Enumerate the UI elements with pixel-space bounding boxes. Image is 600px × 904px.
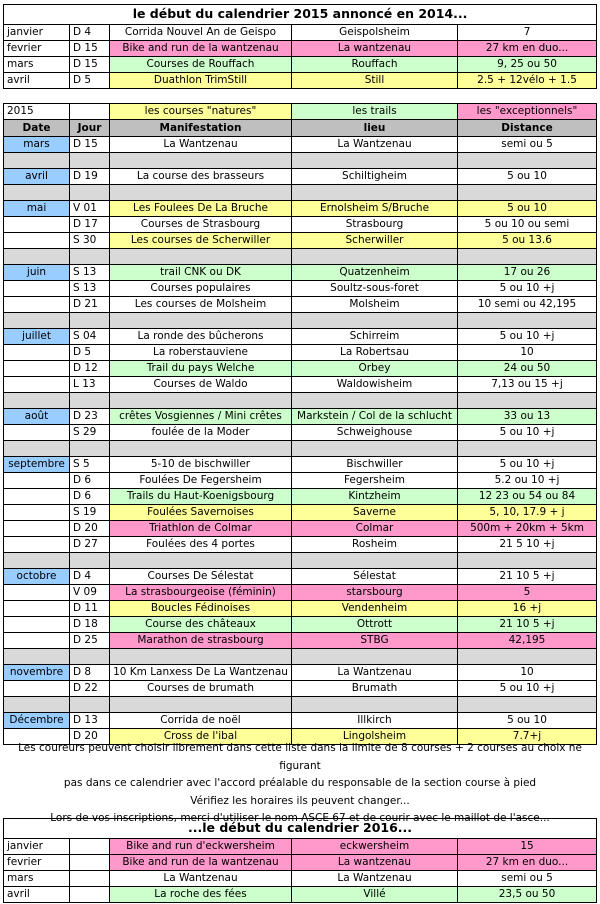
- distance-cell: 7: [458, 25, 597, 41]
- table-row: [4, 457, 597, 473]
- table-row: [4, 329, 597, 345]
- place-cell: Saverne: [292, 505, 458, 521]
- separator-cell: [458, 249, 597, 265]
- month-cell: [4, 345, 70, 361]
- day-cell: D 5: [70, 345, 110, 361]
- separator-cell: [110, 153, 292, 169]
- event-cell: Corrida Nouvel An de Geispo: [110, 25, 292, 41]
- header-lieu: lieu: [292, 120, 458, 137]
- table-row: [4, 137, 597, 153]
- distance-cell: semi ou 5: [458, 871, 597, 887]
- distance-cell: 27 km en duo...: [458, 855, 597, 871]
- distance-cell: 5, 10, 17.9 + j: [458, 505, 597, 521]
- month-cell: [4, 217, 70, 233]
- event-cell: Boucles Fédinoises: [110, 601, 292, 617]
- separator-cell: [70, 313, 110, 329]
- header-distance: Distance: [458, 120, 597, 137]
- day-cell: D 17: [70, 217, 110, 233]
- separator-cell: [292, 553, 458, 569]
- place-cell: Orbey: [292, 361, 458, 377]
- event-cell: La Wantzenau: [110, 137, 292, 153]
- separator-cell: [110, 313, 292, 329]
- month-cell: [4, 233, 70, 249]
- table-row: [4, 169, 597, 185]
- place-cell: Ernolsheim S/Bruche: [292, 201, 458, 217]
- day-cell: D 21: [70, 297, 110, 313]
- month-cell: mars: [4, 57, 70, 73]
- distance-cell: 5 ou 10 +j: [458, 425, 597, 441]
- event-cell: Foulées Savernoises: [110, 505, 292, 521]
- month-cell: juin: [4, 265, 70, 281]
- place-cell: starsbourg: [292, 585, 458, 601]
- day-cell: S 13: [70, 281, 110, 297]
- distance-cell: 5 ou 10: [458, 169, 597, 185]
- distance-cell: 21 5 10 +j: [458, 537, 597, 553]
- separator-cell: [292, 649, 458, 665]
- month-cell: mai: [4, 201, 70, 217]
- month-cell: [4, 377, 70, 393]
- table-row: [4, 633, 597, 649]
- place-cell: Brumath: [292, 681, 458, 697]
- distance-cell: 7,13 ou 15 +j: [458, 377, 597, 393]
- separator-cell: [4, 441, 70, 457]
- table-row: [4, 41, 597, 57]
- legend-exceptionnels: les "exceptionnels": [458, 104, 597, 120]
- day-cell: S 04: [70, 329, 110, 345]
- table-row: [4, 569, 597, 585]
- place-cell: Sélestat: [292, 569, 458, 585]
- table-row: [4, 281, 597, 297]
- distance-cell: 23,5 ou 50: [458, 887, 597, 903]
- month-cell: [4, 537, 70, 553]
- event-cell: Les Foulees De La Bruche: [110, 201, 292, 217]
- event-cell: Courses de Rouffach: [110, 57, 292, 73]
- distance-cell: 33 ou 13: [458, 409, 597, 425]
- event-cell: Courses de Strasbourg: [110, 217, 292, 233]
- month-cell: [4, 361, 70, 377]
- separator-cell: [4, 553, 70, 569]
- separator-cell: [110, 441, 292, 457]
- event-cell: Foulées De Fegersheim: [110, 473, 292, 489]
- table-row: [4, 233, 597, 249]
- place-cell: STBG: [292, 633, 458, 649]
- separator-cell: [70, 697, 110, 713]
- place-cell: Illkirch: [292, 713, 458, 729]
- day-cell: D 15: [70, 41, 110, 57]
- event-cell: La roberstauviene: [110, 345, 292, 361]
- event-cell: Courses De Sélestat: [110, 569, 292, 585]
- month-cell: septembre: [4, 457, 70, 473]
- separator-row: [4, 441, 597, 457]
- distance-cell: 5 ou 10 +j: [458, 681, 597, 697]
- separator-cell: [70, 249, 110, 265]
- distance-cell: 27 km en duo...: [458, 41, 597, 57]
- event-cell: La course des brasseurs: [110, 169, 292, 185]
- day-cell: D 6: [70, 489, 110, 505]
- table-row: [4, 839, 597, 855]
- event-cell: Trails du Haut-Koenigsbourg: [110, 489, 292, 505]
- separator-cell: [110, 697, 292, 713]
- note-line: Lors de vos inscriptions, merci d'utiliser le nom ASCE 67 et de courir avec le maillot de l'asce...: [50, 812, 550, 824]
- header-jour: Jour: [70, 120, 110, 137]
- event-cell: crêtes Vosgiennes / Mini crêtes: [110, 409, 292, 425]
- day-cell: D 15: [70, 57, 110, 73]
- table-row: [4, 537, 597, 553]
- place-cell: eckwersheim: [292, 839, 458, 855]
- place-cell: La Robertsau: [292, 345, 458, 361]
- month-cell: [4, 281, 70, 297]
- distance-cell: 5 ou 10 +j: [458, 329, 597, 345]
- distance-cell: 5 ou 10 +j: [458, 457, 597, 473]
- place-cell: Rosheim: [292, 537, 458, 553]
- separator-row: [4, 185, 597, 201]
- month-cell: novembre: [4, 665, 70, 681]
- day-cell: S 19: [70, 505, 110, 521]
- distance-cell: 5: [458, 585, 597, 601]
- separator-cell: [70, 441, 110, 457]
- place-cell: La Wantzenau: [292, 871, 458, 887]
- month-cell: [4, 585, 70, 601]
- notes-block: [0, 740, 600, 828]
- day-cell: D 20: [70, 729, 110, 745]
- separator-row: [4, 649, 597, 665]
- month-cell: [4, 617, 70, 633]
- place-cell: Geispolsheim: [292, 25, 458, 41]
- distance-cell: 10: [458, 665, 597, 681]
- place-cell: La Wantzenau: [292, 137, 458, 153]
- table-row: [4, 409, 597, 425]
- separator-cell: [4, 249, 70, 265]
- place-cell: Strasbourg: [292, 217, 458, 233]
- day-cell: D 18: [70, 617, 110, 633]
- legend-nature: les courses "natures": [110, 104, 292, 120]
- separator-cell: [292, 697, 458, 713]
- day-cell: D 4: [70, 569, 110, 585]
- table-row: [4, 377, 597, 393]
- event-cell: 5-10 de bischwiller: [110, 457, 292, 473]
- distance-cell: 5 ou 10: [458, 713, 597, 729]
- day-cell: D 6: [70, 473, 110, 489]
- separator-cell: [458, 553, 597, 569]
- preview-2015-title: le début du calendrier 2015 annoncé en 2014...: [4, 5, 597, 25]
- day-cell: D 11: [70, 601, 110, 617]
- place-cell: Schweighouse: [292, 425, 458, 441]
- place-cell: Colmar: [292, 521, 458, 537]
- note-line: Les coureurs peuvent choisir librement dans cette liste dans la limite de 8 courses + 2 courses au choix ne figurant: [18, 742, 582, 772]
- place-cell: Schiltigheim: [292, 169, 458, 185]
- separator-cell: [4, 649, 70, 665]
- separator-cell: [110, 393, 292, 409]
- day-cell: S 5: [70, 457, 110, 473]
- separator-cell: [110, 249, 292, 265]
- separator-row: [4, 153, 597, 169]
- distance-cell: 17 ou 26: [458, 265, 597, 281]
- day-cell: D 19: [70, 169, 110, 185]
- distance-cell: 5 ou 10: [458, 201, 597, 217]
- place-cell: Still: [292, 73, 458, 89]
- table-row: [4, 217, 597, 233]
- month-cell: octobre: [4, 569, 70, 585]
- distance-cell: 16 +j: [458, 601, 597, 617]
- distance-cell: 5 ou 10 ou semi: [458, 217, 597, 233]
- table-row: [4, 57, 597, 73]
- legend-blank: [70, 104, 110, 120]
- separator-cell: [458, 313, 597, 329]
- day-cell: D 25: [70, 633, 110, 649]
- event-cell: 10 Km Lanxess De La Wantzenau: [110, 665, 292, 681]
- table-row: [4, 585, 597, 601]
- month-cell: avril: [4, 887, 70, 903]
- separator-cell: [458, 649, 597, 665]
- table-row: [4, 265, 597, 281]
- day-cell: D 13: [70, 713, 110, 729]
- event-cell: La Wantzenau: [110, 871, 292, 887]
- event-cell: Les courses de Scherwiller: [110, 233, 292, 249]
- separator-cell: [292, 249, 458, 265]
- distance-cell: 10: [458, 345, 597, 361]
- place-cell: Bischwiller: [292, 457, 458, 473]
- distance-cell: 5 ou 13.6: [458, 233, 597, 249]
- separator-cell: [292, 153, 458, 169]
- event-cell: La strasbourgeoise (féminin): [110, 585, 292, 601]
- separator-cell: [458, 185, 597, 201]
- table-row: [4, 425, 597, 441]
- day-cell: D 20: [70, 521, 110, 537]
- event-cell: Marathon de strasbourg: [110, 633, 292, 649]
- place-cell: Waldowisheim: [292, 377, 458, 393]
- calendar-2015-table: [3, 103, 597, 745]
- header-date: Date: [4, 120, 70, 137]
- separator-cell: [458, 697, 597, 713]
- table-row: [4, 871, 597, 887]
- place-cell: Ottrott: [292, 617, 458, 633]
- month-cell: avril: [4, 73, 70, 89]
- event-cell: Bike and run de la wantzenau: [110, 855, 292, 871]
- place-cell: Rouffach: [292, 57, 458, 73]
- table-row: [4, 25, 597, 41]
- table-row: [4, 345, 597, 361]
- place-cell: La Wantzenau: [292, 665, 458, 681]
- month-cell: [4, 681, 70, 697]
- place-cell: Soultz-sous-foret: [292, 281, 458, 297]
- table-row: [4, 713, 597, 729]
- place-cell: Vendenheim: [292, 601, 458, 617]
- calendar-2016-preview-table: [3, 818, 597, 903]
- place-cell: Quatzenheim: [292, 265, 458, 281]
- separator-cell: [4, 393, 70, 409]
- day-cell: S 13: [70, 265, 110, 281]
- day-cell: [70, 871, 110, 887]
- day-cell: V 01: [70, 201, 110, 217]
- separator-cell: [292, 393, 458, 409]
- month-cell: [4, 521, 70, 537]
- event-cell: Bike and run de la wantzenau: [110, 41, 292, 57]
- preview-2016-title: ...le début du calendrier 2016...: [4, 819, 597, 839]
- event-cell: Duathlon TrimStill: [110, 73, 292, 89]
- month-cell: mars: [4, 871, 70, 887]
- distance-cell: 15: [458, 839, 597, 855]
- day-cell: L 13: [70, 377, 110, 393]
- day-cell: D 12: [70, 361, 110, 377]
- separator-cell: [70, 649, 110, 665]
- day-cell: [70, 855, 110, 871]
- table-row: [4, 887, 597, 903]
- event-cell: Bike and run d'eckwersheim: [110, 839, 292, 855]
- day-cell: D 8: [70, 665, 110, 681]
- event-cell: La roche des fées: [110, 887, 292, 903]
- separator-cell: [70, 553, 110, 569]
- event-cell: Triathlon de Colmar: [110, 521, 292, 537]
- month-cell: mars: [4, 137, 70, 153]
- event-cell: Courses de brumath: [110, 681, 292, 697]
- separator-row: [4, 313, 597, 329]
- distance-cell: 5 ou 10 +j: [458, 281, 597, 297]
- month-cell: [4, 633, 70, 649]
- table-row: [4, 617, 597, 633]
- table-row: [4, 601, 597, 617]
- separator-cell: [458, 441, 597, 457]
- month-cell: [4, 425, 70, 441]
- event-cell: Foulées des 4 portes: [110, 537, 292, 553]
- distance-cell: 2.5 + 12vélo + 1.5: [458, 73, 597, 89]
- distance-cell: 21 10 5 +j: [458, 569, 597, 585]
- day-cell: V 09: [70, 585, 110, 601]
- table-row: [4, 201, 597, 217]
- table-row: [4, 361, 597, 377]
- day-cell: S 30: [70, 233, 110, 249]
- separator-cell: [4, 153, 70, 169]
- separator-cell: [292, 313, 458, 329]
- place-cell: Fegersheim: [292, 473, 458, 489]
- month-cell: Décembre: [4, 713, 70, 729]
- place-cell: Scherwiller: [292, 233, 458, 249]
- separator-cell: [110, 649, 292, 665]
- distance-cell: 10 semi ou 42,195: [458, 297, 597, 313]
- month-cell: janvier: [4, 839, 70, 855]
- place-cell: Markstein / Col de la schlucht: [292, 409, 458, 425]
- distance-cell: 21 10 5 +j: [458, 617, 597, 633]
- day-cell: D 5: [70, 73, 110, 89]
- event-cell: La ronde des bûcherons: [110, 329, 292, 345]
- day-cell: [70, 887, 110, 903]
- table-row: [4, 473, 597, 489]
- place-cell: Molsheim: [292, 297, 458, 313]
- legend-trails: les trails: [292, 104, 458, 120]
- table-row: [4, 665, 597, 681]
- separator-cell: [70, 393, 110, 409]
- table-row: [4, 489, 597, 505]
- note-line: pas dans ce calendrier avec l'accord préalable du responsable de la section course à pied: [63, 777, 537, 789]
- month-cell: fevrier: [4, 41, 70, 57]
- day-cell: D 15: [70, 137, 110, 153]
- place-cell: Villé: [292, 887, 458, 903]
- month-cell: avril: [4, 169, 70, 185]
- place-cell: La wantzenau: [292, 855, 458, 871]
- separator-row: [4, 697, 597, 713]
- separator-cell: [458, 153, 597, 169]
- distance-cell: 7.7+j: [458, 729, 597, 745]
- event-cell: Courses de Waldo: [110, 377, 292, 393]
- distance-cell: semi ou 5: [458, 137, 597, 153]
- separator-cell: [70, 153, 110, 169]
- month-cell: janvier: [4, 25, 70, 41]
- month-cell: [4, 473, 70, 489]
- event-cell: Les courses de Molsheim: [110, 297, 292, 313]
- separator-cell: [292, 185, 458, 201]
- day-cell: S 29: [70, 425, 110, 441]
- day-cell: D 23: [70, 409, 110, 425]
- separator-cell: [110, 185, 292, 201]
- day-cell: D 22: [70, 681, 110, 697]
- table-row: [4, 73, 597, 89]
- event-cell: trail CNK ou DK: [110, 265, 292, 281]
- table-row: [4, 505, 597, 521]
- separator-cell: [70, 185, 110, 201]
- event-cell: Courses populaires: [110, 281, 292, 297]
- month-cell: juillet: [4, 329, 70, 345]
- separator-cell: [4, 313, 70, 329]
- day-cell: D 4: [70, 25, 110, 41]
- table-row: [4, 521, 597, 537]
- calendar-2015-preview-table: [3, 4, 597, 89]
- event-cell: Course des châteaux: [110, 617, 292, 633]
- month-cell: août: [4, 409, 70, 425]
- day-cell: D 27: [70, 537, 110, 553]
- separator-cell: [292, 441, 458, 457]
- place-cell: Lingolsheim: [292, 729, 458, 745]
- distance-cell: 24 ou 50: [458, 361, 597, 377]
- month-cell: [4, 601, 70, 617]
- distance-cell: 12 23 ou 54 ou 84: [458, 489, 597, 505]
- table-row: [4, 297, 597, 313]
- separator-cell: [4, 185, 70, 201]
- day-cell: [70, 839, 110, 855]
- place-cell: Kintzheim: [292, 489, 458, 505]
- separator-cell: [110, 553, 292, 569]
- table-row: [4, 681, 597, 697]
- month-cell: [4, 505, 70, 521]
- event-cell: Cross de l'ibal: [110, 729, 292, 745]
- place-cell: La wantzenau: [292, 41, 458, 57]
- separator-cell: [4, 697, 70, 713]
- separator-row: [4, 553, 597, 569]
- separator-row: [4, 393, 597, 409]
- month-cell: [4, 297, 70, 313]
- distance-cell: 9, 25 ou 50: [458, 57, 597, 73]
- event-cell: foulée de la Moder: [110, 425, 292, 441]
- header-manifestation: Manifestation: [110, 120, 292, 137]
- distance-cell: 500m + 20km + 5km: [458, 521, 597, 537]
- month-cell: [4, 489, 70, 505]
- note-line: Vérifiez les horaires ils peuvent changer...: [190, 794, 410, 807]
- distance-cell: 5.2 ou 10 +j: [458, 473, 597, 489]
- year-cell: 2015: [4, 104, 70, 120]
- separator-row: [4, 249, 597, 265]
- event-cell: Trail du pays Welche: [110, 361, 292, 377]
- month-cell: fevrier: [4, 855, 70, 871]
- table-row: [4, 855, 597, 871]
- separator-cell: [458, 393, 597, 409]
- event-cell: Corrida de noël: [110, 713, 292, 729]
- distance-cell: 42,195: [458, 633, 597, 649]
- place-cell: Schirreim: [292, 329, 458, 345]
